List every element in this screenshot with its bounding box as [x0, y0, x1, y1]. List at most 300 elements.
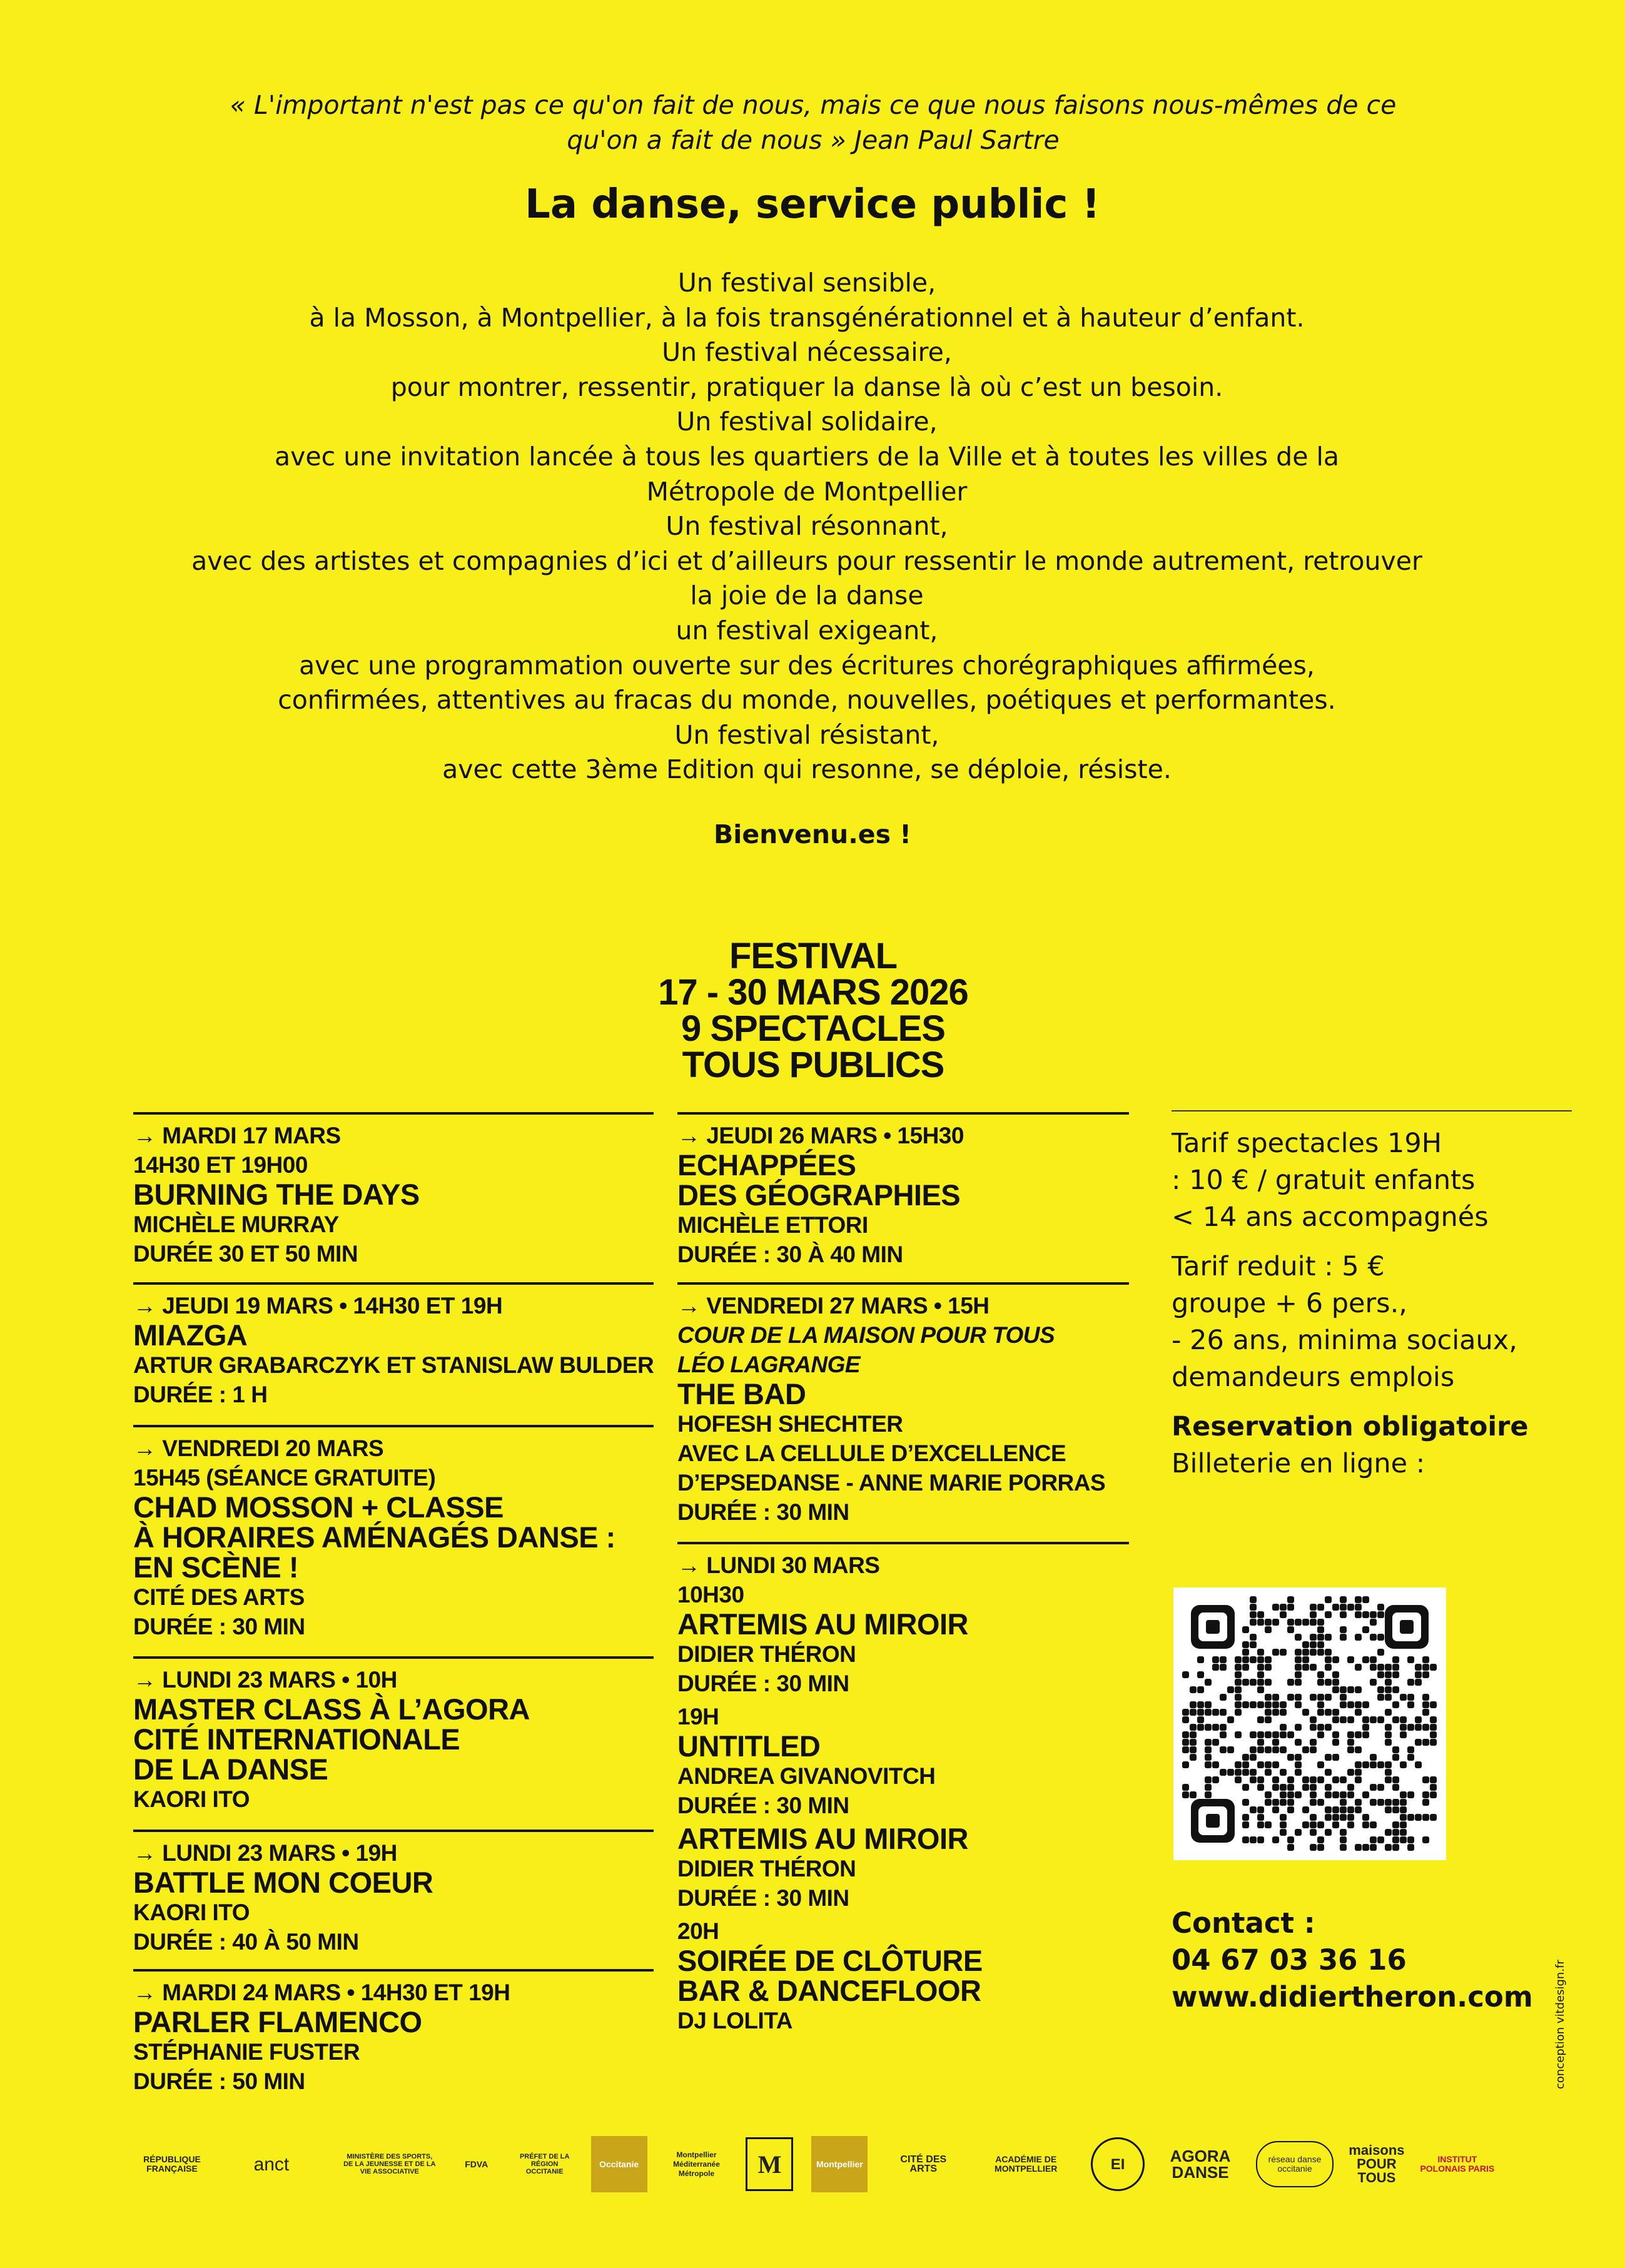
qr-module — [1325, 1806, 1332, 1813]
qr-module — [1265, 1656, 1272, 1663]
qr-module — [1385, 1709, 1392, 1716]
qr-module — [1377, 1784, 1384, 1791]
qr-module — [1280, 1731, 1287, 1738]
qr-module — [1422, 1724, 1429, 1731]
qr-module — [1310, 1776, 1317, 1783]
qr-module — [1295, 1724, 1302, 1731]
qr-module — [1347, 1791, 1354, 1798]
intro-line: Un festival résonnant, — [666, 511, 948, 542]
qr-module — [1295, 1754, 1302, 1761]
event-artist: MICHÈLE ETTORI — [677, 1212, 868, 1238]
intro-line: Un festival sensible, — [677, 268, 936, 298]
qr-module — [1242, 1799, 1249, 1806]
qr-module — [1250, 1776, 1257, 1783]
event-artist: CITÉ DES ARTS — [133, 1584, 305, 1610]
qr-module — [1415, 1724, 1422, 1731]
qr-module — [1415, 1739, 1422, 1746]
event-title: DE LA DANSE — [133, 1753, 328, 1786]
qr-module — [1370, 1836, 1377, 1843]
qr-module — [1340, 1626, 1347, 1633]
qr-module — [1422, 1814, 1429, 1821]
qr-module — [1347, 1769, 1354, 1776]
qr-module — [1280, 1799, 1287, 1806]
qr-module — [1295, 1761, 1302, 1768]
qr-module — [1317, 1619, 1324, 1626]
qr-module — [1235, 1709, 1242, 1716]
qr-module — [1302, 1821, 1309, 1828]
qr-module — [1430, 1724, 1437, 1731]
event-artist: DJ LOLITA — [677, 2008, 792, 2033]
qr-module — [1182, 1671, 1189, 1678]
tarif-line: Tarif reduit : 5 € — [1172, 1251, 1385, 1282]
qr-module — [1205, 1679, 1212, 1686]
qr-module — [1310, 1634, 1317, 1641]
qr-module — [1227, 1746, 1234, 1753]
qr-module — [1392, 1844, 1399, 1851]
event-title: ARTEMIS AU MIROIR — [677, 1607, 968, 1641]
contact-website[interactable]: www.didiertheron.com — [1172, 1980, 1533, 2013]
qr-module — [1340, 1604, 1347, 1611]
qr-module — [1370, 1754, 1377, 1761]
qr-module — [1190, 1754, 1197, 1761]
qr-module — [1430, 1716, 1437, 1723]
qr-module — [1400, 1806, 1407, 1813]
qr-module — [1272, 1649, 1279, 1656]
qr-module — [1370, 1821, 1377, 1828]
qr-module — [1407, 1836, 1414, 1843]
qr-module — [1385, 1694, 1392, 1701]
qr-module — [1347, 1784, 1354, 1791]
qr-module — [1347, 1739, 1354, 1746]
qr-module — [1182, 1709, 1189, 1716]
qr-module — [1250, 1679, 1257, 1686]
qr-module — [1197, 1656, 1204, 1663]
qr-module — [1317, 1701, 1324, 1708]
qr-module — [1287, 1619, 1294, 1626]
qr-module — [1190, 1731, 1197, 1738]
event-title: UNTITLED — [677, 1729, 821, 1763]
qr-module — [1392, 1664, 1399, 1671]
qr-module — [1235, 1761, 1242, 1768]
qr-module — [1377, 1799, 1384, 1806]
qr-module — [1272, 1604, 1279, 1611]
qr-module — [1392, 1806, 1399, 1813]
qr-module — [1377, 1694, 1384, 1701]
qr-module — [1325, 1596, 1332, 1603]
qr-module — [1355, 1844, 1362, 1851]
qr-module — [1287, 1836, 1294, 1843]
qr-module — [1250, 1619, 1257, 1626]
logo-region-occitanie: Occitanie — [591, 2136, 647, 2192]
qr-module — [1265, 1664, 1272, 1671]
qr-module — [1340, 1596, 1347, 1603]
event-date: → LUNDI 23 MARS • 19H — [133, 1840, 397, 1866]
qr-module — [1340, 1814, 1347, 1821]
event-date: → JEUDI 19 MARS • 14H30 ET 19H — [133, 1293, 503, 1319]
event-artist: DIDIER THÉRON — [677, 1856, 856, 1881]
qr-module — [1280, 1784, 1287, 1791]
qr-module — [1377, 1611, 1384, 1618]
qr-module — [1400, 1761, 1407, 1768]
qr-module — [1392, 1746, 1399, 1753]
qr-module — [1182, 1746, 1189, 1753]
qr-module — [1250, 1769, 1257, 1776]
qr-module — [1325, 1791, 1332, 1798]
qr-module — [1272, 1776, 1279, 1783]
qr-module — [1332, 1821, 1339, 1828]
qr-module — [1257, 1664, 1264, 1671]
qr-module — [1422, 1799, 1429, 1806]
qr-module — [1310, 1649, 1317, 1656]
qr-module — [1377, 1836, 1384, 1843]
qr-module — [1257, 1776, 1264, 1783]
qr-module — [1272, 1619, 1279, 1626]
page-title: La danse, service public ! — [525, 181, 1100, 228]
qr-module — [1272, 1746, 1279, 1753]
logo-montpellier-m: M — [746, 2137, 793, 2191]
qr-module — [1310, 1784, 1317, 1791]
qr-module — [1355, 1611, 1362, 1618]
qr-module — [1310, 1814, 1317, 1821]
qr-module — [1287, 1776, 1294, 1783]
qr-module — [1272, 1694, 1279, 1701]
qr-module — [1422, 1776, 1429, 1783]
qr-module — [1257, 1806, 1264, 1813]
event-time: 19H — [677, 1704, 719, 1729]
event-title: BATTLE MON COEUR — [133, 1866, 433, 1899]
qr-module — [1347, 1731, 1354, 1738]
qr-module — [1310, 1829, 1317, 1836]
event-artist: KAORI ITO — [133, 1900, 250, 1925]
qr-module — [1415, 1761, 1422, 1768]
intro-text — [88, 266, 1526, 787]
qr-module — [1182, 1739, 1189, 1746]
qr-module — [1295, 1619, 1302, 1626]
qr-module — [1325, 1664, 1332, 1671]
qr-module — [1257, 1686, 1264, 1693]
event-title: SOIRÉE DE CLÔTURE — [677, 1944, 983, 1977]
qr-module — [1265, 1769, 1272, 1776]
event-title: CHAD MOSSON + CLASSE — [133, 1491, 504, 1524]
qr-module — [1355, 1686, 1362, 1693]
qr-module — [1362, 1724, 1369, 1731]
qr-module — [1392, 1686, 1399, 1693]
qr-module — [1370, 1679, 1377, 1686]
event-time: 14H30 ET 19H00 — [133, 1152, 308, 1178]
qr-module — [1332, 1604, 1339, 1611]
qr-module — [1362, 1731, 1369, 1738]
qr-module — [1302, 1619, 1309, 1626]
qr-module — [1400, 1821, 1407, 1828]
qr-module — [1340, 1694, 1347, 1701]
quote-line-2: qu'on a fait de nous » Jean Paul Sartre — [567, 125, 1060, 155]
qr-module — [1325, 1656, 1332, 1663]
qr-module — [1205, 1709, 1212, 1716]
qr-module — [1257, 1679, 1264, 1686]
qr-module — [1257, 1739, 1264, 1746]
qr-module — [1265, 1709, 1272, 1716]
event-artist: AVEC LA CELLULE D’EXCELLENCE — [677, 1440, 1066, 1466]
qr-module — [1287, 1679, 1294, 1686]
qr-module — [1242, 1754, 1249, 1761]
qr-module — [1332, 1716, 1339, 1723]
logo-montpellier-metropole: Montpellier Méditerranée Métropole — [673, 2150, 720, 2178]
qr-module — [1415, 1814, 1422, 1821]
event-block — [677, 1112, 1129, 1269]
qr-module — [1212, 1776, 1219, 1783]
qr-module — [1332, 1679, 1339, 1686]
logo-reseau-danse-occitanie: réseau danse occitanie — [1256, 2141, 1334, 2187]
qr-module — [1370, 1611, 1377, 1618]
qr-module — [1325, 1679, 1332, 1686]
qr-module — [1355, 1776, 1362, 1783]
qr-module — [1220, 1746, 1227, 1753]
qr-module — [1197, 1701, 1204, 1708]
qr-module — [1385, 1739, 1392, 1746]
tarif-line: - 26 ans, minima sociaux, — [1172, 1325, 1517, 1356]
qr-module — [1235, 1731, 1242, 1738]
qr-module — [1265, 1679, 1272, 1686]
qr-module — [1332, 1806, 1339, 1813]
qr-module — [1317, 1724, 1324, 1731]
qr-module — [1190, 1746, 1197, 1753]
qr-module — [1340, 1806, 1347, 1813]
qr-module — [1385, 1844, 1392, 1851]
qr-module — [1355, 1664, 1362, 1671]
qr-module — [1347, 1814, 1354, 1821]
reservation-label: Reservation obligatoire — [1172, 1411, 1529, 1442]
qr-module — [1250, 1746, 1257, 1753]
qr-module — [1182, 1731, 1189, 1738]
qr-module — [1302, 1784, 1309, 1791]
qr-module — [1362, 1701, 1369, 1708]
tarif-line: demandeurs emplois — [1172, 1362, 1455, 1393]
event-title: MASTER CLASS À L’AGORA — [133, 1693, 530, 1726]
qr-module — [1332, 1731, 1339, 1738]
qr-module — [1317, 1679, 1324, 1686]
qr-module — [1272, 1739, 1279, 1746]
qr-module — [1400, 1829, 1407, 1836]
qr-module — [1182, 1716, 1189, 1723]
qr-module — [1325, 1611, 1332, 1618]
qr-module — [1385, 1731, 1392, 1738]
qr-module — [1265, 1716, 1272, 1723]
qr-module — [1197, 1671, 1204, 1678]
qr-module — [1272, 1799, 1279, 1806]
intro-line: pour montrer, ressentir, pratiquer la danse là où c’est un besoin. — [390, 372, 1223, 402]
qr-module — [1310, 1694, 1317, 1701]
qr-module — [1407, 1746, 1414, 1753]
qr-module — [1385, 1829, 1392, 1836]
qr-module — [1212, 1664, 1219, 1671]
qr-module — [1347, 1716, 1354, 1723]
qr-module — [1355, 1634, 1362, 1641]
tarif-line: Tarif spectacles 19H — [1172, 1128, 1442, 1159]
qr-module — [1355, 1799, 1362, 1806]
event-date: → LUNDI 23 MARS • 10H — [133, 1667, 397, 1693]
qr-module — [1340, 1829, 1347, 1836]
qr-module — [1235, 1776, 1242, 1783]
qr-module — [1257, 1619, 1264, 1626]
qr-module — [1332, 1656, 1339, 1663]
intro-line: avec une invitation lancée à tous les quartiers de la Ville et à toutes les villes de la — [275, 441, 1339, 472]
qr-module — [1302, 1806, 1309, 1813]
qr-module — [1385, 1679, 1392, 1686]
qr-module — [1385, 1724, 1392, 1731]
event-date: → JEUDI 26 MARS • 15H30 — [677, 1123, 964, 1148]
qr-module — [1430, 1739, 1437, 1746]
qr-module — [1257, 1784, 1264, 1791]
intro-line: la joie de la danse — [690, 580, 924, 611]
qr-module — [1317, 1761, 1324, 1768]
qr-module — [1220, 1709, 1227, 1716]
qr-module — [1430, 1701, 1437, 1708]
contact-phone[interactable]: 04 67 03 36 16 — [1172, 1943, 1407, 1977]
qr-module — [1190, 1686, 1197, 1693]
qr-module — [1257, 1716, 1264, 1723]
qr-module — [1265, 1619, 1272, 1626]
qr-module — [1295, 1694, 1302, 1701]
qr-module — [1257, 1649, 1264, 1656]
qr-module — [1295, 1791, 1302, 1798]
contact-info — [1172, 1905, 1533, 2015]
qr-module — [1392, 1799, 1399, 1806]
qr-module — [1280, 1821, 1287, 1828]
qr-module — [1287, 1806, 1294, 1813]
qr-module — [1392, 1754, 1399, 1761]
qr-module — [1370, 1619, 1377, 1626]
qr-module — [1385, 1686, 1392, 1693]
qr-module — [1242, 1679, 1249, 1686]
qr-module — [1287, 1791, 1294, 1798]
qr-module — [1302, 1649, 1309, 1656]
tarif-line: : 10 € / gratuit enfants — [1172, 1165, 1476, 1196]
qr-module — [1317, 1671, 1324, 1678]
event-title: ECHAPPÉES — [677, 1148, 856, 1182]
qr-module — [1242, 1836, 1249, 1843]
qr-module — [1362, 1596, 1369, 1603]
qr-module — [1257, 1836, 1264, 1843]
qr-module — [1400, 1836, 1407, 1843]
qr-module — [1355, 1806, 1362, 1813]
event-block — [677, 1282, 1129, 1527]
qr-module — [1205, 1746, 1212, 1753]
event-date: → VENDREDI 27 MARS • 15H — [677, 1293, 990, 1319]
qr-module — [1250, 1656, 1257, 1663]
event-title: CITÉ INTERNATIONALE — [133, 1723, 460, 1756]
qr-module — [1430, 1776, 1437, 1783]
qr-module — [1280, 1724, 1287, 1731]
qr-module — [1205, 1701, 1212, 1708]
qr-module — [1385, 1806, 1392, 1813]
qr-module — [1377, 1671, 1384, 1678]
qr-module — [1242, 1641, 1249, 1648]
qr-module — [1407, 1701, 1414, 1708]
qr-module — [1242, 1701, 1249, 1708]
qr-module — [1250, 1634, 1257, 1641]
qr-module — [1190, 1739, 1197, 1746]
qr-module — [1190, 1791, 1197, 1798]
qr-module — [1332, 1739, 1339, 1746]
qr-module — [1295, 1701, 1302, 1708]
event-artist: KAORI ITO — [133, 1786, 250, 1812]
qr-module — [1280, 1769, 1287, 1776]
qr-module — [1265, 1626, 1272, 1633]
qr-module — [1287, 1731, 1294, 1738]
qr-module — [1272, 1784, 1279, 1791]
qr-module — [1197, 1686, 1204, 1693]
qr-module — [1287, 1754, 1294, 1761]
qr-module — [1280, 1791, 1287, 1798]
qr-module — [1355, 1604, 1362, 1611]
qr-module — [1302, 1656, 1309, 1663]
qr-module — [1310, 1641, 1317, 1648]
event-time: 15H45 (SÉANCE GRATUITE) — [133, 1465, 436, 1491]
qr-module — [1332, 1671, 1339, 1678]
event-duration: DURÉE : 40 À 50 MIN — [133, 1929, 359, 1955]
qr-module — [1317, 1821, 1324, 1828]
qr-module — [1310, 1844, 1317, 1851]
qr-code[interactable] — [1173, 1587, 1446, 1860]
qr-module — [1265, 1731, 1272, 1738]
qr-module — [1325, 1634, 1332, 1641]
qr-module — [1392, 1836, 1399, 1843]
qr-module — [1235, 1679, 1242, 1686]
qr-module — [1392, 1701, 1399, 1708]
qr-module — [1407, 1656, 1414, 1663]
qr-module — [1182, 1784, 1189, 1791]
qr-module — [1317, 1844, 1324, 1851]
qr-module — [1392, 1776, 1399, 1783]
qr-module — [1340, 1686, 1347, 1693]
event-date: → MARDI 24 MARS • 14H30 ET 19H — [133, 1980, 510, 2005]
qr-module — [1422, 1694, 1429, 1701]
qr-module — [1370, 1664, 1377, 1671]
qr-module — [1317, 1649, 1324, 1656]
qr-module — [1332, 1686, 1339, 1693]
qr-module — [1317, 1776, 1324, 1783]
event-artist: STÉPHANIE FUSTER — [133, 2039, 360, 2065]
qr-module — [1295, 1649, 1302, 1656]
logo-republique-francaise: RÉPUBLIQUE FRANÇAISE — [143, 2154, 201, 2174]
event-artist: HOFESH SHECHTER — [677, 1411, 903, 1437]
qr-module — [1370, 1634, 1377, 1641]
event-block — [133, 1282, 654, 1409]
qr-module — [1227, 1686, 1234, 1693]
qr-module — [1242, 1761, 1249, 1768]
intro-line: confirmées, attentives au fracas du monde, nouvelles, poétiques et performantes. — [278, 685, 1336, 716]
qr-module — [1317, 1709, 1324, 1716]
qr-module — [1265, 1694, 1272, 1701]
qr-module — [1310, 1799, 1317, 1806]
qr-module — [1295, 1829, 1302, 1836]
qr-module — [1362, 1716, 1369, 1723]
event-artist: ARTUR GRABARCZYK ET STANISLAW BULDER — [133, 1352, 654, 1378]
qr-module — [1407, 1814, 1414, 1821]
qr-module — [1415, 1671, 1422, 1678]
qr-module — [1340, 1836, 1347, 1843]
design-credit — [1554, 1960, 1579, 2095]
qr-module — [1272, 1701, 1279, 1708]
qr-module — [1235, 1769, 1242, 1776]
qr-module — [1242, 1814, 1249, 1821]
event-artist: MICHÈLE MURRAY — [133, 1212, 339, 1237]
qr-module — [1257, 1611, 1264, 1618]
qr-module — [1220, 1731, 1227, 1738]
qr-module — [1407, 1844, 1414, 1851]
qr-module — [1265, 1761, 1272, 1768]
qr-module — [1355, 1746, 1362, 1753]
